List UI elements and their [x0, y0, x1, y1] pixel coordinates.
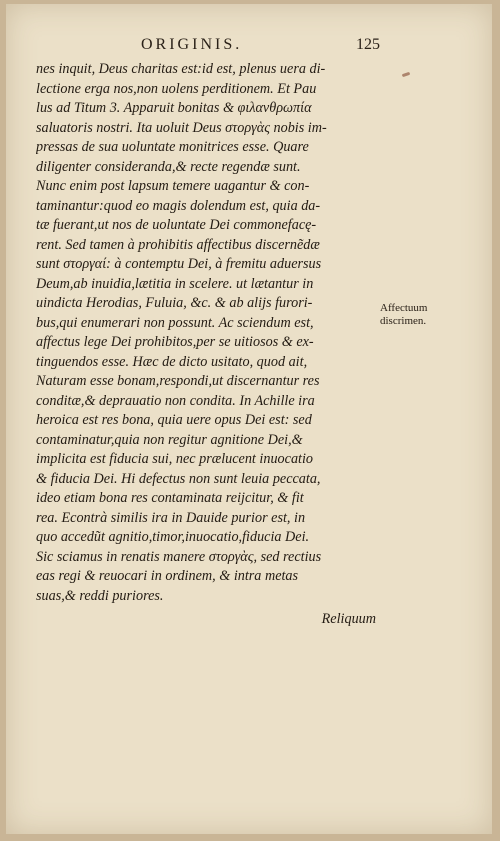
text-line: lus ad Titum 3. Apparuit bonitas & φιλανθρωπία [36, 100, 312, 116]
text-line: pressas de sua uoluntate monitrices esse. Quare [36, 139, 309, 155]
running-title: ORIGINIS. [141, 36, 243, 53]
margin-note-line: discrimen. [380, 315, 427, 327]
margin-note [380, 302, 450, 328]
catchword: Reliquum [321, 611, 376, 627]
text-line: quo accedũt agnitio,timor,inuocatio,fiducia Dei. [36, 529, 310, 545]
text-line: Naturam esse bonam,respondi,ut discernantur res [36, 373, 320, 389]
text-line: ideo etiam bona res contaminata reijcitur, & fit [36, 490, 304, 506]
text-line: eas regi & reuocari in ordinem, & intra metas [36, 568, 299, 584]
ink-mark [402, 72, 411, 77]
text-line: rea. Econtrà similis ira in Dauide purior est, in [36, 509, 306, 526]
text-line: Nunc enim post lapsum temere uagantur & con- [36, 178, 310, 194]
text-line: suas,& reddi puriores. [36, 587, 164, 604]
text-line: sunt στοργαί: à contemptu Dei, à fremitu aduersus [36, 256, 322, 272]
text-line: diligenter consideranda,& recte regendæ sunt. [36, 158, 301, 175]
text-line: nes inquit, Deus charitas est:id est, plenus uera di- [36, 61, 326, 77]
text-line: contaminatur,quia non regitur agnitione Dei,& [36, 431, 303, 448]
text-line: & fiducia Dei. Hi defectus non sunt leuia peccata, [36, 470, 321, 487]
text-line: bus,qui enumerari non possunt. Ac sciendum est, [36, 314, 314, 331]
text-line: Sic sciamus in renatis manere στοργὰς, sed rectius [36, 548, 322, 565]
text-line: implicita est fiducia sui, nec prælucent inuocatio [36, 451, 314, 467]
text-line: rent. Sed tamen à prohibitis affectibus discernẽdæ [36, 236, 320, 253]
text-line: saluatoris nostri. Ita uoluit Deus στοργὰς nobis im- [36, 119, 327, 136]
page-number: 125 [356, 36, 380, 53]
text-line: heroica est res bona, quia uere opus Dei est: sed [36, 412, 312, 428]
text-line: affectus lege Dei prohibitos,per se uitiosos & ex- [36, 334, 314, 350]
book-page [6, 4, 492, 834]
text-line: tinguendos esse. Hæc de dicto usitato, quod ait, [36, 353, 308, 370]
body-text [36, 60, 381, 630]
page-header [6, 36, 492, 58]
text-line: taminantur:quod eo magis dolendum est, quia da- [36, 197, 321, 214]
text-line: lectione erga nos,non uolens perditionem. Et Pau [36, 80, 317, 97]
text-line: conditæ,& deprauatio non condita. In Achille ira [36, 392, 315, 409]
text-line: tæ fuerant,ut nos de uoluntate Dei commonefacę- [36, 217, 317, 233]
margin-note-line: Affectuum [380, 302, 428, 314]
text-line: uindicta Herodias, Fuluia, &c. & ab alijs furori- [36, 295, 313, 311]
text-line: Deum,ab inuidia,lætitia in scelere. ut lætantur in [36, 275, 314, 292]
